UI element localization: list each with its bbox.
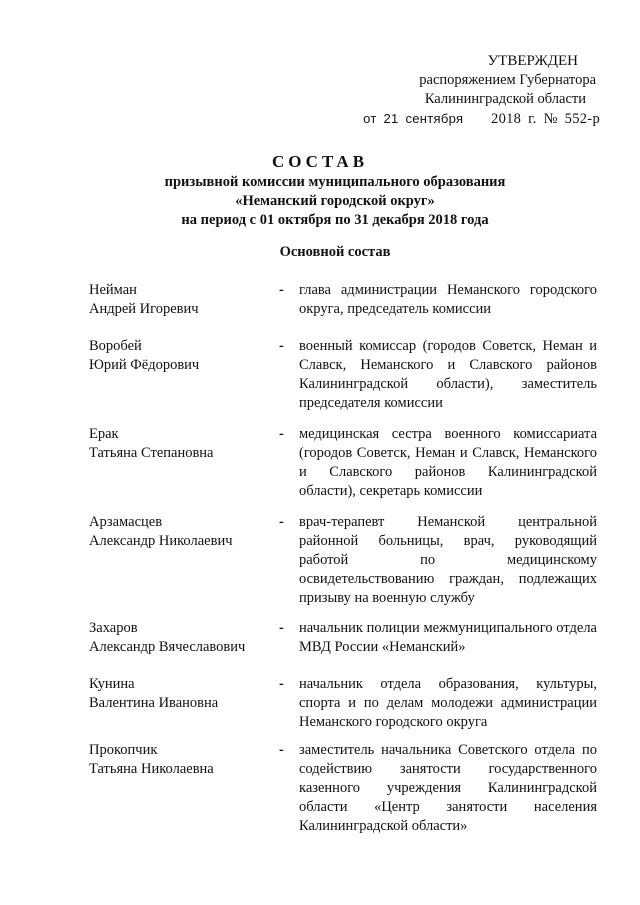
document-title: СОСТАВ (271, 152, 369, 171)
member-surname: Захаров (89, 620, 138, 636)
member-dash: - (279, 282, 284, 298)
member-role: врач-терапевт Неманской центральной районной больницы, врач, руководящий работой по медицинскому освидетельствованию граждан, подлежащих призыву на военную службу (299, 514, 597, 606)
member-name (89, 741, 279, 779)
member-name (89, 619, 279, 657)
approval-date-number: 2018 г. № 552-р (491, 111, 600, 127)
approval-date-prefix: от 21 сентября (363, 111, 464, 126)
member-role: начальник полиции межмуниципального отдела МВД России «Неманский» (299, 620, 597, 655)
member-surname: Прокопчик (89, 742, 158, 758)
member-dash: - (279, 338, 284, 354)
member-given-name: Юрий Фёдорович (89, 357, 200, 373)
member-role: медицинская сестра военного комиссариата (городов Советск, Неман и Славск, Неманского и Славского районов Калининградской области), секретарь комиссии (299, 426, 597, 499)
member-role: начальник отдела образования, культуры, спорта и по делам молодежи администрации Неманского городского округа (299, 676, 597, 730)
member-surname: Кунина (89, 676, 135, 692)
member-given-name: Александр Вячеславович (89, 639, 246, 655)
member-surname: Нейман (89, 282, 137, 298)
approval-line-2: Калининградской области (424, 91, 586, 107)
member-role: заместитель начальника Советского отдела по содействию занятости государственного казенного учреждения Калининградской области «Центр занятости населения Калининградской области» (299, 742, 597, 834)
section-title: Основной состав (279, 244, 391, 260)
member-given-name: Андрей Игоревич (89, 301, 199, 317)
member-name (89, 513, 279, 551)
member-given-name: Александр Николаевич (89, 533, 233, 549)
approval-block (340, 52, 600, 129)
heading-line-1: призывной комиссии муниципального образования (164, 174, 506, 190)
approval-title: УТВЕРЖДЕН (487, 53, 578, 69)
member-given-name: Татьяна Николаевна (89, 761, 214, 777)
member-role: глава администрации Неманского городского округа, председатель комиссии (299, 282, 597, 317)
approval-line-1: распоряжением Губернатора (419, 72, 596, 88)
member-surname: Воробей (89, 338, 142, 354)
member-dash: - (279, 620, 284, 636)
member-name (89, 425, 279, 463)
member-dash: - (279, 742, 284, 758)
document-heading (0, 152, 640, 230)
member-name (89, 337, 279, 375)
member-name (89, 281, 279, 319)
approval-date (340, 109, 600, 129)
member-surname: Ерак (89, 426, 119, 442)
heading-line-3: на период с 01 октября по 31 декабря 2018 года (181, 212, 489, 228)
member-given-name: Татьяна Степановна (89, 445, 214, 461)
member-dash: - (279, 676, 284, 692)
member-surname: Арзамасцев (89, 514, 163, 530)
member-name (89, 675, 279, 713)
member-given-name: Валентина Ивановна (89, 695, 219, 711)
heading-line-2: «Неманский городской округ» (235, 193, 435, 209)
member-dash: - (279, 426, 284, 442)
member-dash: - (279, 514, 284, 530)
member-role: военный комиссар (городов Советск, Неман и Славск, Неманского и Славского районов Калининградской области), заместитель председателя комиссии (299, 338, 597, 411)
